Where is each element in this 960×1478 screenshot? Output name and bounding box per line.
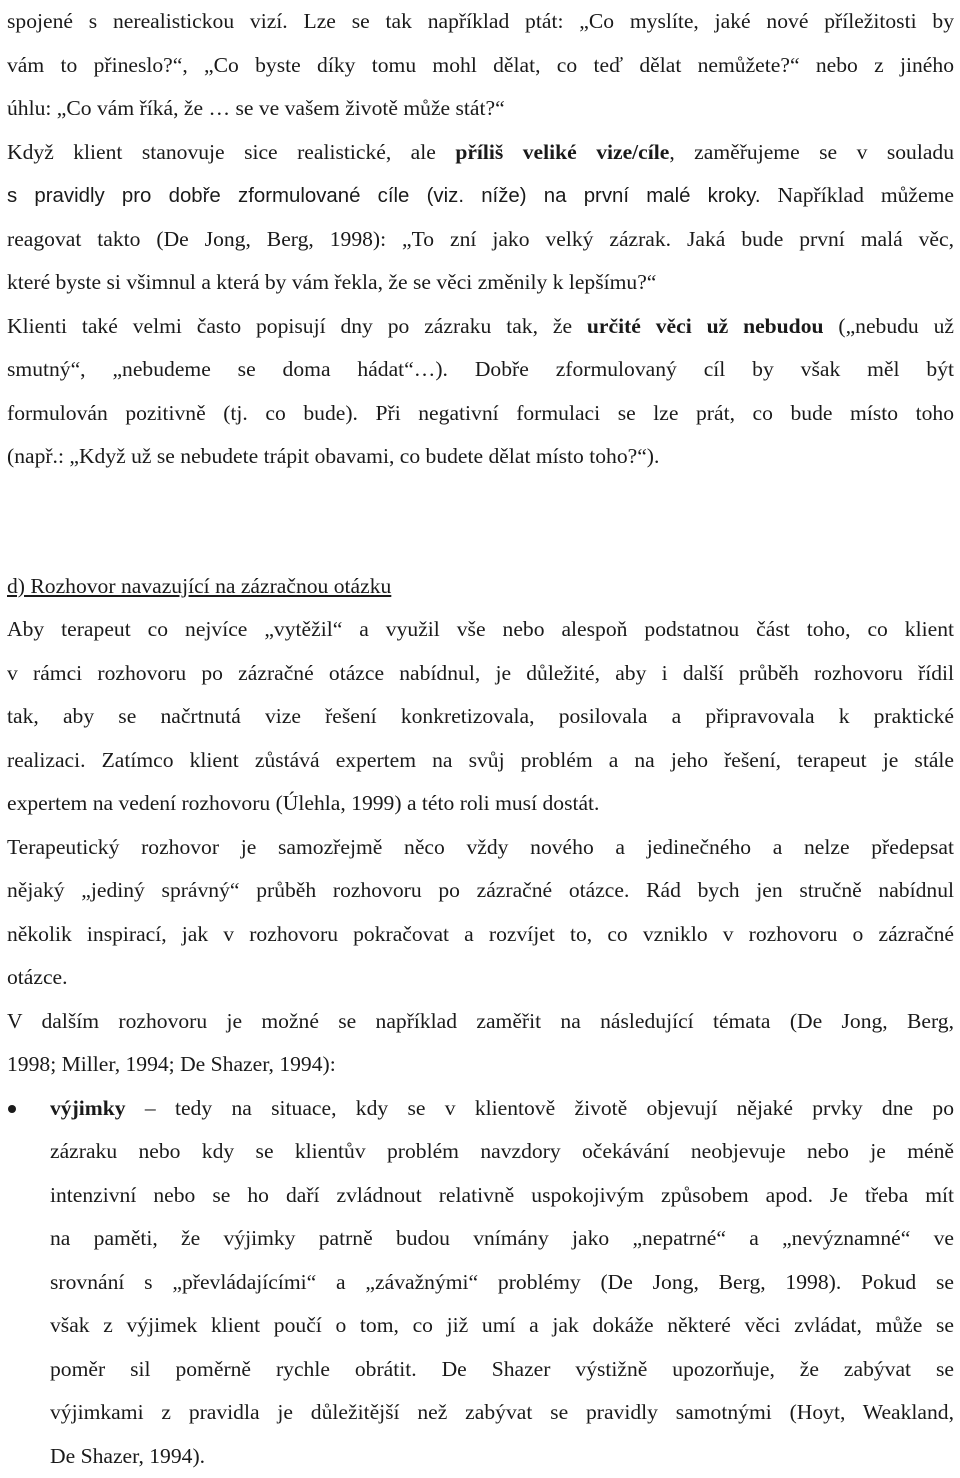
text-span: – tedy na situace, kdy se v klientově životě objevují nějaké prvky dne po xyxy=(126,1096,954,1120)
text-line: zázraku nebo kdy se klientův problém navzdory očekávání neobjevuje nebo je méně xyxy=(50,1130,954,1174)
text-line: srovnání s „převládajícími“ a „závažnými“ problémy (De Jong, Berg, 1998). Pokud se xyxy=(50,1261,954,1305)
bullet-term: výjimky xyxy=(50,1096,126,1120)
text-line: V dalším rozhovoru je možné se například zaměřit na následující témata (De Jong, Berg, xyxy=(7,1000,954,1044)
paragraph-5 xyxy=(7,826,954,1000)
text-line: které byste si všimnul a která by vám řekla, že se věci změnily k lepšímu?“ xyxy=(7,261,954,305)
text-line: však z výjimek klient poučí o tom, co již umí a jak dokáže některé věci zvládat, může se xyxy=(50,1304,954,1348)
text-line xyxy=(7,305,954,349)
text-line: Aby terapeut co nejvíce „vytěžil“ a využil vše nebo alespoň podstatnou část toho, co klient xyxy=(7,608,954,652)
text-line: expertem na vedení rozhovoru (Úlehla, 1999) a této roli musí dostát. xyxy=(7,782,954,826)
bullet-icon xyxy=(8,1105,16,1113)
text-line: výjimkami z pravidla je důležitější než zabývat se pravidly samotnými (Hoyt, Weakland, xyxy=(50,1391,954,1435)
text-line xyxy=(7,131,954,175)
text-line: na paměti, že výjimky patrně budou vnímány jako „nepatrné“ a „nevýznamné“ ve xyxy=(50,1217,954,1261)
bold-phrase: příliš veliké vize/cíle xyxy=(455,140,669,164)
text-line: nějaký „jediný správný“ průběh rozhovoru po zázračné otázce. Rád bych jen stručně nabídnul xyxy=(7,869,954,913)
text-line: úhlu: „Co vám říká, že … se ve vašem životě může stát?“ xyxy=(7,87,954,131)
text-line: tak, aby se načrtnutá vize řešení konkretizovala, posilovala a připravovala k praktické xyxy=(7,695,954,739)
paragraph-3 xyxy=(7,305,954,479)
text-span: , zaměřujeme se v souladu xyxy=(669,140,954,164)
text-span: („nebudu už xyxy=(824,314,954,338)
paragraph-6 xyxy=(7,1000,954,1087)
text-line: vám to přineslo?“, „Co byste díky tomu mohl dělat, co teď dělat nemůžete?“ nebo z jiného xyxy=(7,44,954,88)
text-line: realizaci. Zatímco klient zůstává expertem na svůj problém a na jeho řešení, terapeut je stále xyxy=(7,739,954,783)
paragraph-2 xyxy=(7,131,954,305)
text-line xyxy=(7,174,954,218)
bold-phrase: určité věci už nebudou xyxy=(587,314,824,338)
text-line: poměr sil poměrně rychle obrátit. De Shazer výstižně upozorňuje, že zabývat se xyxy=(50,1348,954,1392)
text-line xyxy=(50,1087,954,1131)
section-heading: d) Rozhovor navazující na zázračnou otázku xyxy=(7,565,954,609)
spacer xyxy=(7,479,954,565)
text-line: Terapeutický rozhovor je samozřejmě něco vždy nového a jedinečného a nelze předepsat xyxy=(7,826,954,870)
text-line: reagovat takto (De Jong, Berg, 1998): „To zní jako velký zázrak. Jaká bude první malá věc, xyxy=(7,218,954,262)
text-line: (např.: „Když už se nebudete trápit obavami, co budete dělat místo toho?“). xyxy=(7,435,954,479)
paragraph-4 xyxy=(7,608,954,826)
text-span-sans: s pravidly pro dobře zformulované cíle (viz. níže) na první malé kroky. xyxy=(7,185,761,207)
text-line: v rámci rozhovoru po zázračné otázce nabídnul, je důležité, aby i další průběh rozhovoru řídil xyxy=(7,652,954,696)
text-line: formulován pozitivně (tj. co bude). Při negativní formulaci se lze prát, co bude místo toho xyxy=(7,392,954,436)
text-span: Když klient stanovuje sice realistické, ale xyxy=(7,140,455,164)
text-span: Například můžeme xyxy=(761,183,954,207)
text-span: Klienti také velmi často popisují dny po zázraku tak, že xyxy=(7,314,587,338)
text-line: 1998; Miller, 1994; De Shazer, 1994): xyxy=(7,1043,954,1087)
text-line: De Shazer, 1994). xyxy=(50,1435,954,1478)
text-line: několik inspirací, jak v rozhovoru pokračovat a rozvíjet to, co vzniklo v rozhovoru o zázračné xyxy=(7,913,954,957)
text-line: smutný“, „nebudeme se doma hádat“…). Dobře zformulovaný cíl by však měl být xyxy=(7,348,954,392)
text-line: spojené s nerealistickou vizí. Lze se tak například ptát: „Co myslíte, jaké nové příležitosti by xyxy=(7,0,954,44)
text-line: intenzivní nebo se ho daří zvládnout relativně uspokojivým způsobem apod. Je třeba mít xyxy=(50,1174,954,1218)
paragraph-1 xyxy=(7,0,954,131)
bullet-item-vyjimky xyxy=(7,1087,954,1478)
text-line: otázce. xyxy=(7,956,954,1000)
